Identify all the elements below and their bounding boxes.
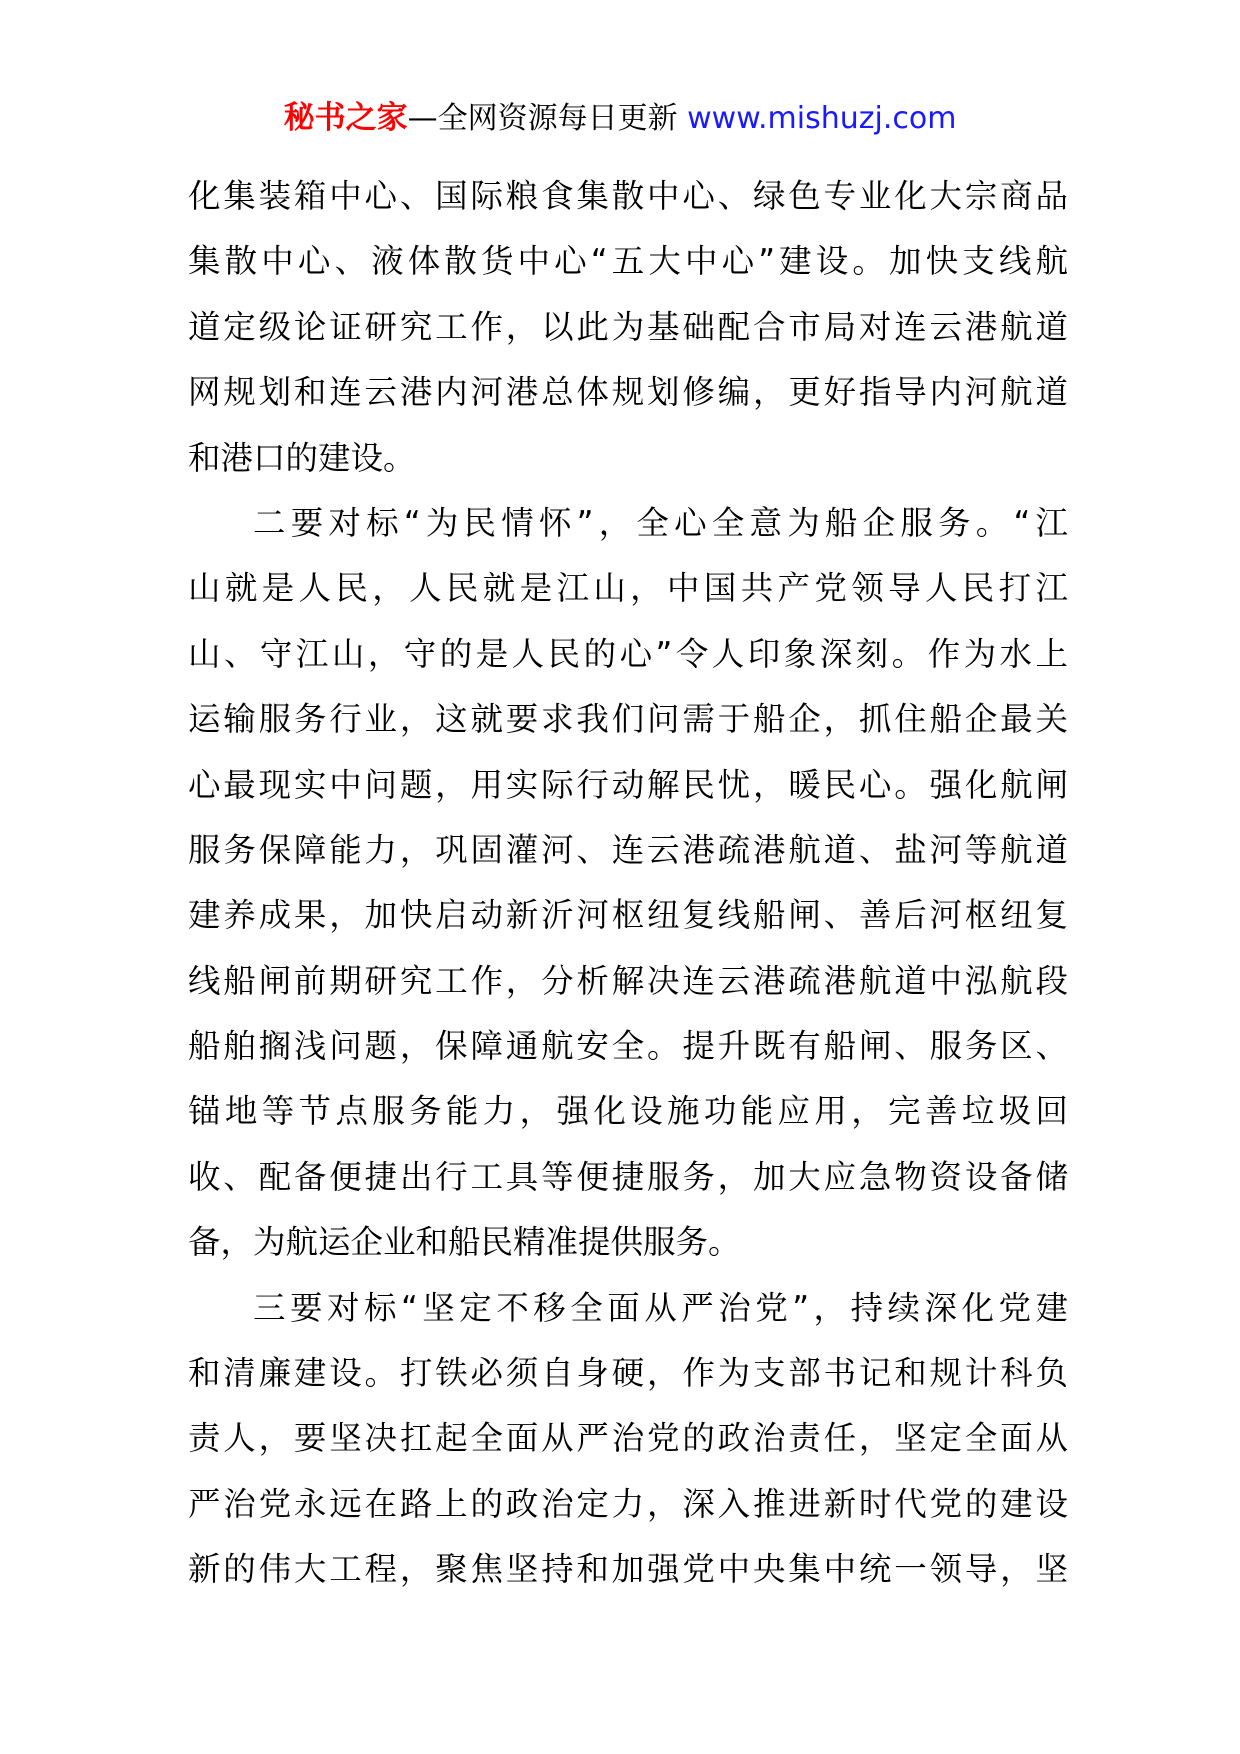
text-line: 收、配备便捷出行工具等便捷服务，加大应急物资设备储 <box>188 1157 1068 1196</box>
text-line: 建养成果，加快启动新沂河枢纽复线船闸、善后河枢纽复 <box>188 896 1068 935</box>
text-line: 严治党永远在路上的政治定力，深入推进新时代党的建设 <box>188 1484 1068 1523</box>
text-line: 化集装箱中心、国际粮食集散中心、绿色专业化大宗商品 <box>188 177 1068 215</box>
paragraph-1 <box>188 164 1068 491</box>
text-line: 线船闸前期研究工作，分析解决连云港疏港航道中泓航段 <box>188 961 1068 1000</box>
site-tagline: —全网资源每日更新 <box>407 101 688 136</box>
text-line: 锚地等节点服务能力，强化设施功能应用，完善垃圾回 <box>188 1092 1068 1131</box>
text-line: 和清廉建设。打铁必须自身硬，作为支部书记和规计科负 <box>188 1354 1068 1393</box>
text-line: 船舶搁浅问题，保障通航安全。提升既有船闸、服务区、 <box>188 1027 1068 1066</box>
paragraph-2 <box>188 491 1068 1276</box>
text-line: 心最现实中问题，用实际行动解民忧，暖民心。强化航闸 <box>188 765 1068 804</box>
text-line: 运输服务行业，这就要求我们问需于船企，抓住船企最关 <box>188 700 1068 739</box>
text-line: 二要对标“为民情怀”，全心全意为船企服务。“江 <box>253 503 1068 542</box>
text-line: 服务保障能力，巩固灌河、连云港疏港航道、盐河等航道 <box>188 830 1068 869</box>
text-line: 山、守江山，守的是人民的心”令人印象深刻。作为水上 <box>188 634 1068 673</box>
site-brand: 秘书之家 <box>283 100 408 136</box>
text-line: 山就是人民，人民就是江山，中国共产党领导人民打江 <box>188 569 1068 608</box>
document-body <box>188 164 1068 1603</box>
text-line: 和港口的建设。 <box>188 438 416 477</box>
text-line: 三要对标“坚定不移全面从严治党”，持续深化党建 <box>253 1288 1068 1327</box>
site-url-link[interactable]: www.mishuzj.com <box>687 101 957 136</box>
text-line: 网规划和连云港内河港总体规划修编，更好指导内河航道 <box>188 373 1068 412</box>
text-line: 新的伟大工程，聚焦坚持和加强党中央集中统一领导，坚 <box>188 1550 1068 1589</box>
paragraph-3 <box>188 1276 1068 1603</box>
site-header <box>0 98 1240 139</box>
text-line: 责人，要坚决扛起全面从严治党的政治责任，坚定全面从 <box>188 1419 1068 1458</box>
text-line: 集散中心、液体散货中心“五大中心”建设。加快支线航 <box>188 242 1068 281</box>
text-line: 备，为航运企业和船民精准提供服务。 <box>188 1223 741 1262</box>
text-line: 道定级论证研究工作，以此为基础配合市局对连云港航道 <box>188 307 1068 346</box>
